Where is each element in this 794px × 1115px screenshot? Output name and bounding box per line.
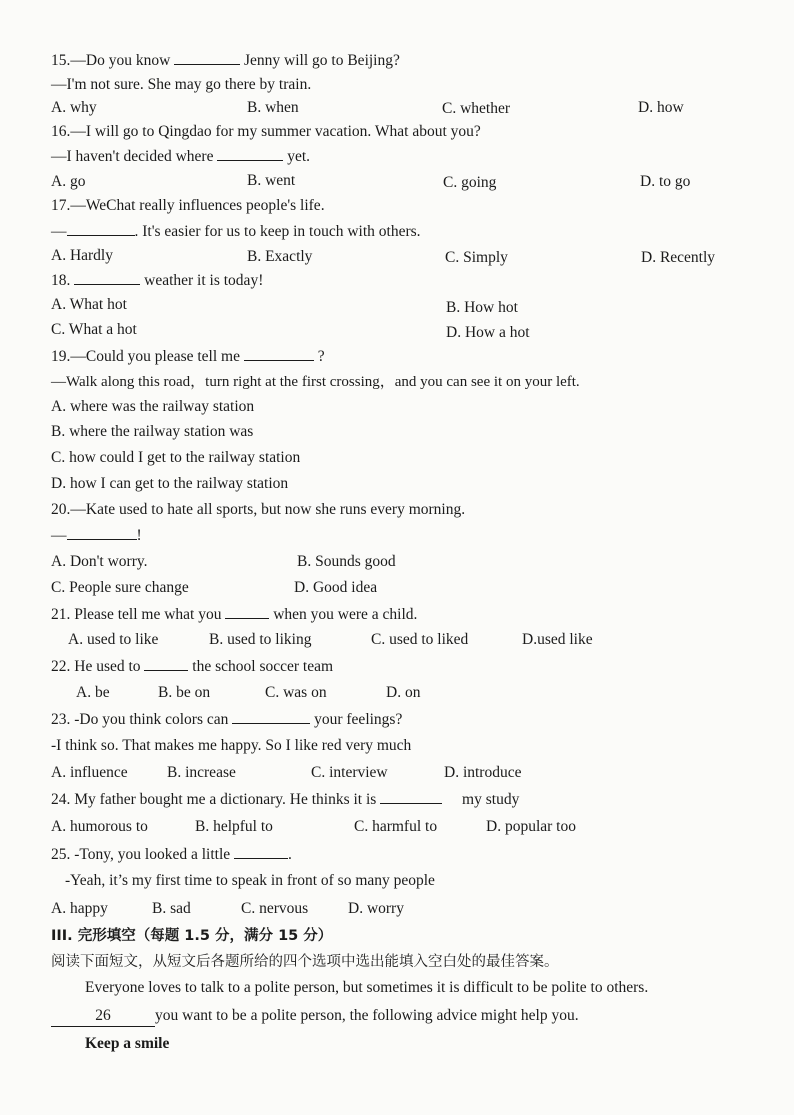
answer-blank — [234, 844, 288, 859]
q20-option-a: A. Don't worry. — [51, 553, 148, 570]
q20-option-d: D. Good idea — [294, 579, 378, 596]
q16-option-a: A. go — [51, 173, 86, 190]
q25-reply: -Yeah, it’s my first time to speak in front of so many people — [65, 872, 435, 889]
q22-option-c: C. was on — [265, 684, 327, 701]
q20-stem: 20.—Kate used to hate all sports, but now she runs every morning. — [51, 501, 466, 518]
q22-option-d: D. on — [386, 684, 421, 701]
q21-stem: 21. Please tell me what you when you were a child. — [51, 606, 418, 623]
q19-option-c: C. how could I get to the railway station — [51, 449, 301, 466]
q21-option-b: B. used to liking — [209, 631, 312, 648]
q23-option-c: C. interview — [311, 764, 388, 781]
q24-option-b: B. helpful to — [195, 818, 273, 835]
q15-option-b: B. when — [247, 99, 299, 116]
q21-option-c: C. used to liked — [371, 631, 469, 648]
q16-stem: 16.—I will go to Qingdao for my summer vacation. What about you? — [51, 123, 481, 140]
cloze-blank-26: 26 — [51, 1006, 155, 1027]
q23-option-a: A. influence — [51, 764, 128, 781]
q16-reply: —I haven't decided where yet. — [51, 148, 311, 165]
answer-blank — [67, 525, 137, 540]
answer-blank — [217, 146, 283, 161]
q17-option-b: B. Exactly — [247, 248, 313, 265]
answer-blank — [380, 789, 442, 804]
q22-option-b: B. be on — [158, 684, 211, 701]
q20-option-c: C. People sure change — [51, 579, 189, 596]
q18-option-d: D. How a hot — [446, 324, 530, 341]
q23-option-d: D. introduce — [444, 764, 522, 781]
section-3-heading: III. 完形填空（每题 1.5 分，满分 15 分） — [51, 928, 333, 944]
q19-reply: —Walk along this road，turn right at the first crossing，and you can see it on your left. — [51, 374, 580, 390]
q24-stem: 24. My father bought me a dictionary. He thinks it is my study — [51, 791, 520, 808]
q21-option-d: D.used like — [522, 631, 593, 648]
q18-option-c: C. What a hot — [51, 321, 137, 338]
q16-option-b: B. went — [247, 172, 296, 189]
q17-option-d: D. Recently — [641, 249, 716, 266]
q25-option-d: D. worry — [348, 900, 404, 917]
q17-option-a: A. Hardly — [51, 247, 113, 264]
q25-stem: 25. -Tony, you looked a little . — [51, 846, 292, 863]
q24-option-a: A. humorous to — [51, 818, 148, 835]
q21-option-a: A. used to like — [68, 631, 159, 648]
q17-stem: 17.—WeChat really influences people's life. — [51, 197, 325, 214]
passage-paragraph-1-cont: 26 you want to be a polite person, the following advice might help you. — [51, 1006, 579, 1027]
q19-option-b: B. where the railway station was — [51, 423, 254, 440]
q15-option-a: A. why — [51, 99, 97, 116]
answer-blank — [232, 709, 310, 724]
q23-reply: -I think so. That makes me happy. So I like red very much — [51, 737, 412, 754]
q17-option-c: C. Simply — [445, 249, 508, 266]
q25-option-a: A. happy — [51, 900, 108, 917]
q22-option-a: A. be — [76, 684, 110, 701]
q19-option-d: D. how I can get to the railway station — [51, 475, 289, 492]
q25-option-b: B. sad — [152, 900, 191, 917]
answer-blank — [244, 346, 314, 361]
q16-option-c: C. going — [443, 174, 497, 191]
answer-blank — [225, 604, 269, 619]
q16-option-d: D. to go — [640, 173, 691, 190]
q18-option-a: A. What hot — [51, 296, 127, 313]
q15-option-d: D. how — [638, 99, 684, 116]
q15-stem: 15.—Do you know Jenny will go to Beijing? — [51, 52, 400, 69]
section-3-instruction: 阅读下面短文，从短文后各题所给的四个选项中选出能填入空白处的最佳答案。 — [51, 954, 559, 970]
q15-option-c: C. whether — [442, 100, 511, 117]
q17-reply: — . It's easier for us to keep in touch with others. — [51, 223, 421, 240]
q15-reply: —I'm not sure. She may go there by train. — [51, 76, 312, 93]
q18-option-b: B. How hot — [446, 299, 518, 316]
answer-blank — [144, 656, 188, 671]
q24-option-d: D. popular too — [486, 818, 576, 835]
q19-option-a: A. where was the railway station — [51, 398, 255, 415]
passage-paragraph-1: Everyone loves to talk to a polite person, but sometimes it is difficult to be polite to others. — [85, 979, 649, 996]
q18-stem: 18. weather it is today! — [51, 272, 264, 289]
q20-reply: — ! — [51, 527, 142, 544]
q25-option-c: C. nervous — [241, 900, 309, 917]
q19-stem: 19.—Could you please tell me ? — [51, 348, 325, 365]
q23-option-b: B. increase — [167, 764, 236, 781]
q24-option-c: C. harmful to — [354, 818, 438, 835]
q23-stem: 23. -Do you think colors can your feelings? — [51, 711, 403, 728]
answer-blank — [67, 221, 135, 236]
answer-blank — [174, 50, 240, 65]
q20-option-b: B. Sounds good — [297, 553, 396, 570]
q22-stem: 22. He used to the school soccer team — [51, 658, 334, 675]
answer-blank — [74, 270, 140, 285]
passage-subheading: Keep a smile — [85, 1035, 170, 1052]
